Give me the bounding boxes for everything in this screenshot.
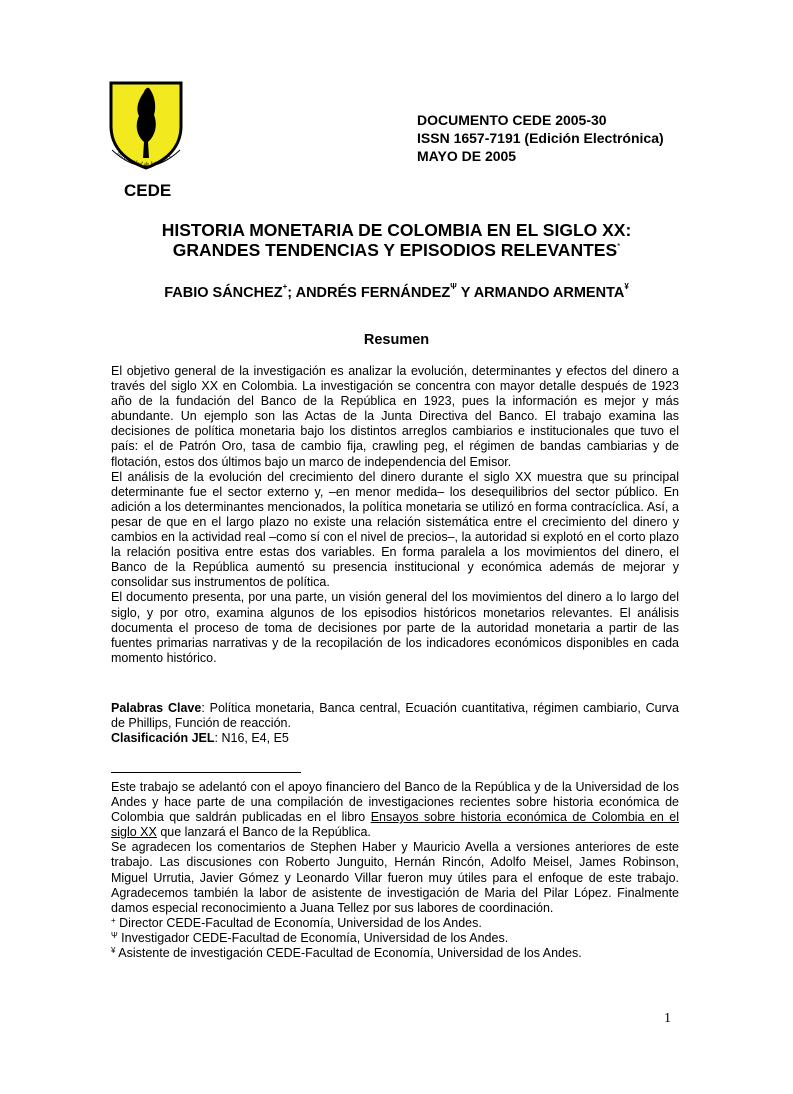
abstract-heading: Resumen (363, 332, 430, 348)
author-3-mark: ¥ (624, 282, 629, 291)
author-3: Y ARMANDO ARMENTA (456, 285, 625, 301)
footnote-divider (111, 772, 301, 773)
page-number: 1 (664, 1011, 671, 1026)
document-number: DOCUMENTO CEDE 2005-30 (417, 112, 607, 128)
footnote-2-mark: + (111, 915, 116, 925)
paper-title (80, 220, 713, 260)
footnote-3-text: Investigador CEDE-Facultad de Economía, Universidad de los Andes. (117, 930, 509, 945)
title-line-2 (80, 240, 713, 260)
publication-date: MAYO DE 2005 (417, 148, 517, 164)
keywords-line (111, 701, 679, 731)
footnote-3-mark: Ψ (111, 930, 118, 940)
footnote-1-tail: que lanzará el Banco de la República. (156, 825, 371, 840)
abstract-paragraph-3: El documento presenta, por una parte, un visión general del los movimientos del dinero a lo largo del siglo, y por otro, examina algunos de los episodios históricos monetarios relevantes. El análisis documenta el proceso de toma de decisiones por parte de la autoridad monetaria a partir de las fuentes primarias narrativas y de la recopilación de los indicadores económicos disponibles en cada momento histórico. (111, 590, 679, 665)
jel-label: Clasificación JEL (111, 731, 215, 746)
abstract-paragraph-2: El análisis de la evolución del crecimiento del dinero durante el siglo XX muestra que su principal determinante fue el sector externo y, –en menor medida– los desequilibrios del sector público. En adición a los determinantes mencionados, la política monetaria se utilizó en forma contracíclica. Así, a pesar de que en el largo plazo no existe una relación sistemática entre el crecimiento del dinero y cambios en la actividad real –como sí con el nivel de precios–, la autoridad si explotó en el corto plazo la relación positiva entre estas dos variables. En forma paralela a los movimientos del dinero, el Banco de la República aumentó su presencia institucional y económica además de mejorar y consolidar sus instrumentos de política. (111, 469, 679, 590)
footnote-3 (111, 931, 679, 946)
university-crest-logo (108, 80, 184, 174)
footnote-1 (111, 780, 679, 840)
jel-text: : N16, E4, E5 (214, 731, 289, 746)
document-header (417, 111, 664, 165)
keywords-section (111, 701, 679, 746)
footnote-4-mark: ¥ (111, 946, 116, 956)
title-line-1: HISTORIA MONETARIA DE COLOMBIA EN EL SIGLO XX: (161, 220, 632, 240)
crest-ring-text: universidad de los andes (115, 150, 173, 169)
jel-line (111, 731, 679, 746)
footnote-1-text: Este trabajo se adelantó con el apoyo financiero del Banco de la República y de la Universidad de los Andes y hace parte de una compilación de investigaciones recientes sobre historia económica de Colombia que saldrán publicadas en el libro (111, 780, 679, 825)
book-title-link: Ensayos sobre historia económica de Colombia en el siglo XX (111, 810, 679, 840)
footnote-4 (111, 946, 679, 961)
footnote-2 (111, 916, 679, 931)
keywords-text: : Política monetaria, Banca central, Ecuación cuantitativa, régimen cambiario, Curva de Phillips, Función de reacción. (111, 701, 679, 731)
footnote-1-thanks: Se agradecen los comentarios de Stephen Haber y Mauricio Avella a versiones anteriores de este trabajo. Las discusiones con Roberto Junguito, Hernán Rincón, Adolfo Meisel, James Robinson, Miguel Urrutia, Javier Gómez y Leonardo Villar fueron muy útiles para el enfoque de este trabajo. Agradecemos también la labor de asistente de investigación de Maria del Pilar López. Finalmente damos especial reconocimiento a Juana Tellez por sus labores de coordinación. (111, 840, 679, 915)
author-list (60, 282, 733, 301)
keywords-label: Palabras Clave (111, 701, 202, 715)
title-footnote-mark: * (617, 242, 621, 251)
author-1-mark: + (282, 282, 288, 291)
abstract-paragraph-1: El objetivo general de la investigación es analizar la evolución, determinantes y efectos del dinero a través del siglo XX en Colombia. La investigación se concentra con mayor detalle después de 1923 año de la fundación del Banco de la República en 1923, pues la información es mejor y más abundante. Un ejemplo son las Actas de la Junta Directiva del Banco. El trabajo examina las decisiones de política monetaria bajo los distintos arreglos cambiarios e institucionales que tuvo el país: el de Patrón Oro, tasa de cambio fija, crawling peg, el régimen de bandas cambiarias y de flotación, estos dos últimos bajo un marco de independencia del Emisor. (111, 364, 679, 469)
author-2: ; ANDRÉS FERNÁNDEZ (287, 285, 451, 301)
abstract-body (111, 364, 679, 666)
issn: ISSN 1657-7191 (Edición Electrónica) (417, 130, 664, 146)
footnote-4-text: Asistente de investigación CEDE-Facultad de Economía, Universidad de los Andes. (115, 946, 582, 961)
footnote-2-text: Director CEDE-Facultad de Economía, Universidad de los Andes. (115, 915, 482, 930)
author-1: FABIO SÁNCHEZ (164, 285, 283, 301)
author-2-mark: Ψ (450, 282, 457, 291)
footnotes (111, 780, 679, 961)
org-label: CEDE (124, 181, 172, 200)
title-line-2-text: GRANDES TENDENCIAS Y EPISODIOS RELEVANTES (172, 240, 618, 260)
